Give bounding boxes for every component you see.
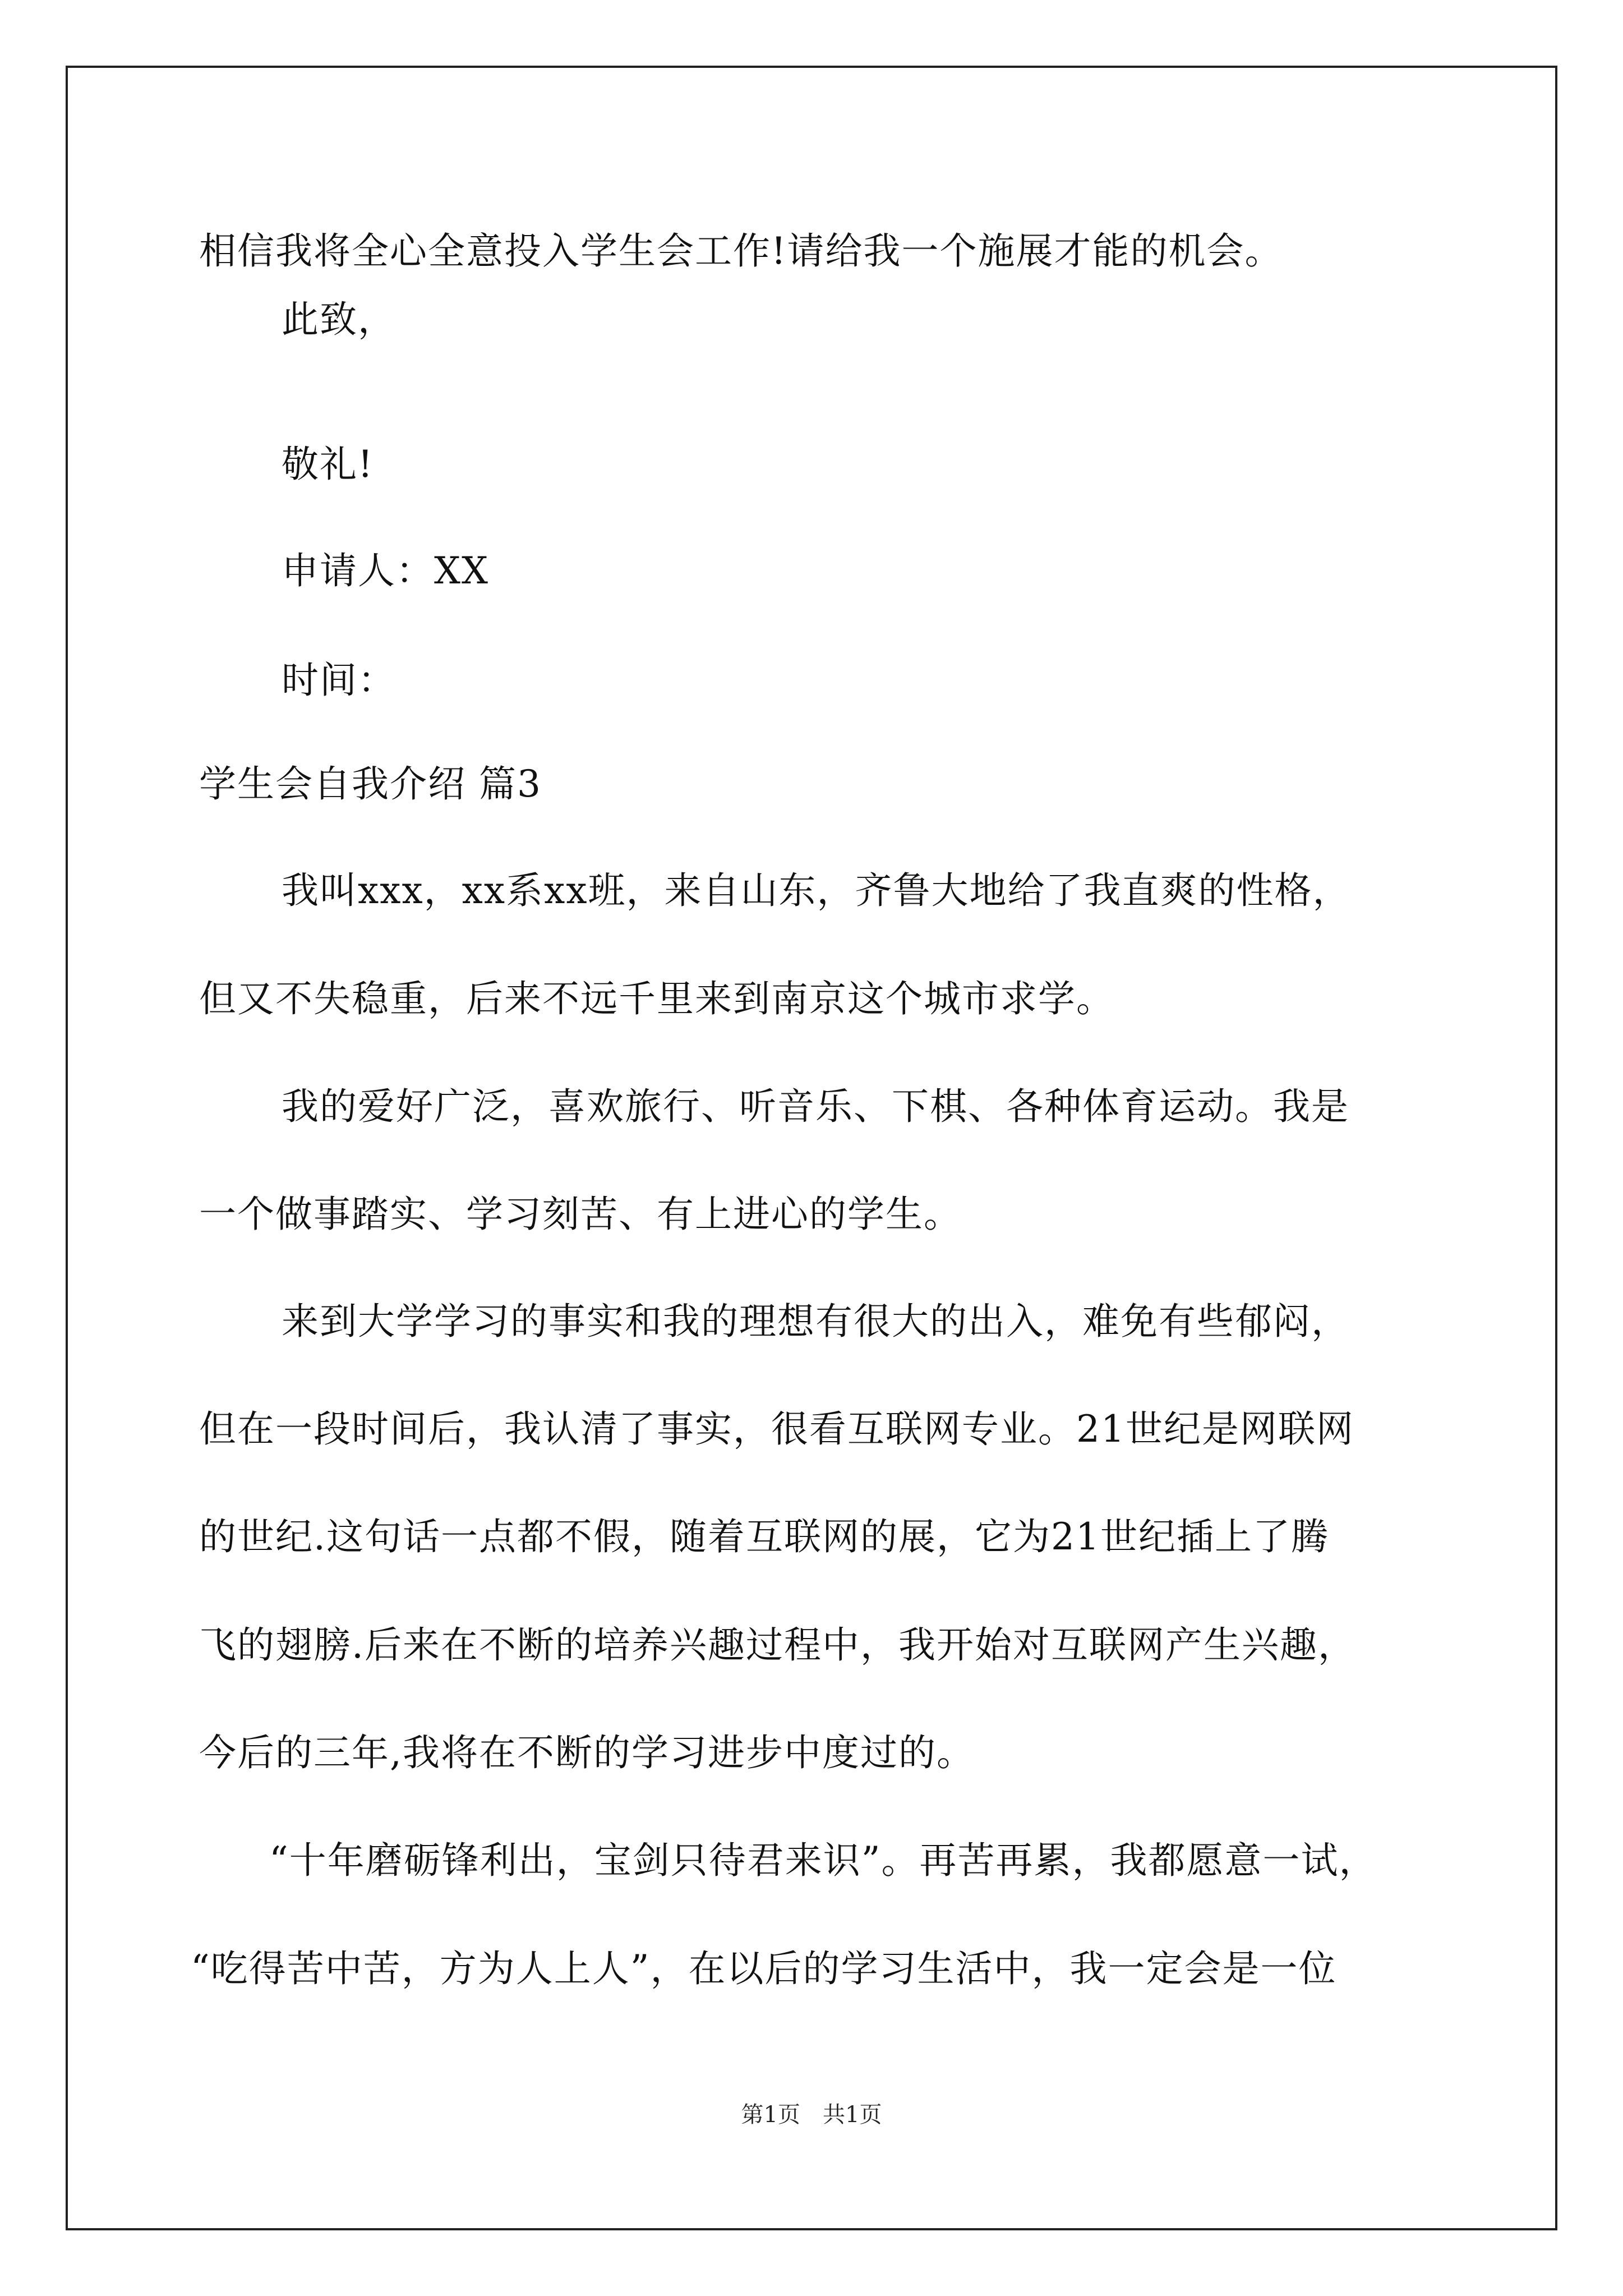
closing-regards: 敬礼! [282,443,374,486]
paragraph-line: 我叫xxx，xx系xx班，来自山东，齐鲁大地给了我直爽的性格， [282,869,1351,912]
paragraph-line: “吃得苦中苦，方为人上人”，在以后的学习生活中，我一定会是一位 [191,1947,1337,1990]
paragraph-line: 但在一段时间后，我认清了事实，很看互联网专业。21世纪是网联网 [199,1407,1354,1451]
applicant-signature: 申请人：XX [282,549,489,592]
paragraph-line: 的世纪.这句话一点都不假，随着互联网的展，它为21世纪插上了腾 [199,1515,1329,1558]
date-field: 时间： [282,659,396,702]
paragraph-line: 相信我将全心全意投入学生会工作!请给我一个施展才能的机会。 [199,229,1283,273]
paragraph-line: 我的爱好广泛，喜欢旅行、听音乐、下棋、各种体育运动。我是 [282,1085,1349,1128]
section-heading: 学生会自我介绍 篇3 [199,762,542,806]
page-footer: 第1页 共1页 [741,2102,882,2128]
paragraph-line: 但又不失稳重，后来不远千里来到南京这个城市求学。 [199,977,1114,1020]
paragraph-line: 今后的三年,我将在不断的学习进步中度过的。 [199,1731,975,1774]
page-frame [66,66,1557,2230]
paragraph-line: “十年磨砺锋利出，宝剑只待君来识”。再苦再累，我都愿意一试， [269,1839,1377,1882]
paragraph-line: 来到大学学习的事实和我的理想有很大的出入，难免有些郁闷， [282,1300,1349,1343]
paragraph-line: 一个做事踏实、学习刻苦、有上进心的学生。 [199,1193,962,1236]
paragraph-line: 飞的翅膀.后来在不断的培养兴趣过程中，我开始对互联网产生兴趣， [199,1623,1356,1667]
closing-salutation: 此致， [282,298,396,341]
